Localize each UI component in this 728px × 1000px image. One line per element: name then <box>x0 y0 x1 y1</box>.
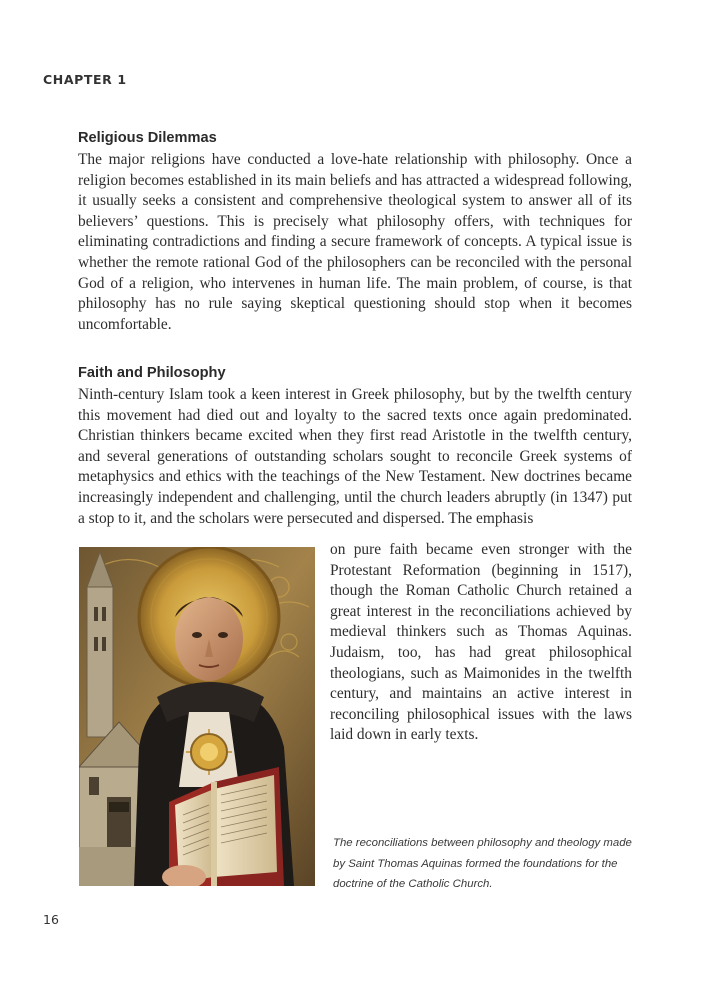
paragraph-faith-and-philosophy-continued: on pure faith became even stronger with the Protestant Reformation (beginning in 1517), though the Roman Catholic Church retained a great interest in the reconciliations achieved by medieval thinkers such as Thomas Aquinas. Judaism, too, has had great philosophical theologians, such as Maimonides in the twelfth century, and maintains an active interest in reconciling philosophical issues with the laws laid down in early texts. <box>330 541 632 744</box>
figure-caption: The reconciliations between philosophy and theology made by Saint Thomas Aquinas formed the foundations for the doctrine of the Catholic Church. <box>333 837 632 890</box>
saint-thomas-aquinas-painting <box>79 547 315 886</box>
section-title-religious-dilemmas: Religious Dilemmas <box>78 130 217 146</box>
paragraph-religious-dilemmas: The major religions have conducted a love-hate relationship with philosophy. Once a religion becomes established in its main beliefs and has attracted a widespread following, it usually seeks a consistent and comprehensive theological system to answer all of its believers’ questions. This is precisely what philosophy offers, with techniques for eliminating contradictions and finding a secure framework of concepts. A typical issue is whether the remote rational God of the philosophers can be reconciled with the personal God of a religion, who intervenes in human life. The main problem, of course, is that philosophy has no rule saying skeptical questioning should stop when it becomes uncomfortable. <box>78 151 632 333</box>
chapter-label: CHAPTER 1 <box>43 72 127 87</box>
page-number: 16 <box>43 912 59 927</box>
paragraph-faith-and-philosophy: Ninth-century Islam took a keen interest in Greek philosophy, but by the twelfth century this movement had died out and loyalty to the sacred texts once again predominated. Christian thinkers became excited when they first read Aristotle in the twelfth century, and several generations of outstanding scholars sought to reconcile Greek systems of metaphysics and ethics with the teachings of the New Testament. New doctrines became increasingly independent and challenging, until the church leaders abruptly (in 1347) put a stop to it, and the scholars were persecuted and dispersed. The emphasis <box>78 386 632 527</box>
section-title-faith-and-philosophy: Faith and Philosophy <box>78 365 226 381</box>
